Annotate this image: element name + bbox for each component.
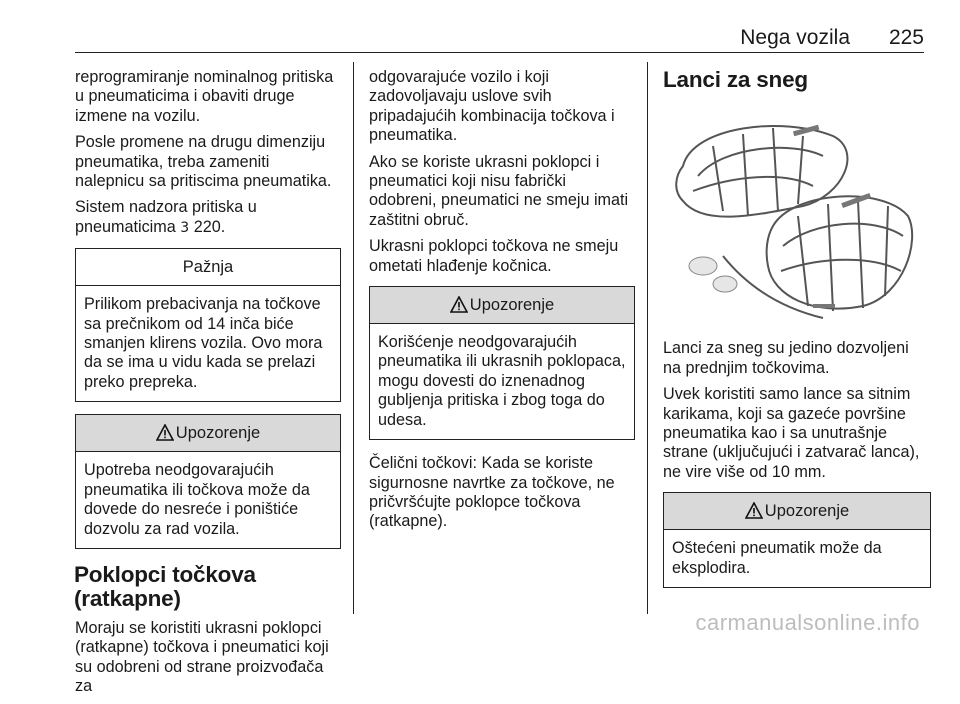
paragraph: odgovarajuće vozilo i koji zadovoljavaju uslove svih pripadajućih kombinacija točkova i pneumatika. <box>369 68 615 145</box>
watermark: carmanualsonline.info <box>695 610 920 635</box>
warning-box <box>369 286 635 440</box>
paragraph: reprogramiranje nominalnog pritiska u pneumaticima i obaviti druge izmene na vozilu. <box>75 68 334 125</box>
warning-body: Oštećeni pneumatik može da eksplodira. <box>672 539 882 577</box>
warning-title: Upozorenje <box>764 502 850 521</box>
section-heading: Lanci za sneg <box>663 67 808 92</box>
column-divider <box>353 62 354 614</box>
paragraph-text: Sistem nadzora pritiska u pneumaticima <box>75 198 257 236</box>
warning-header <box>370 287 634 324</box>
cross-reference[interactable]: 3 220. <box>180 217 226 236</box>
warning-box <box>663 492 931 588</box>
paragraph: Ukrasni poklopci točkova ne smeju ometati hlađenje kočnica. <box>369 237 619 275</box>
paragraph <box>75 198 341 238</box>
snow-chains-illustration <box>663 106 921 324</box>
paragraph: Lanci za sneg su jedino dozvoljeni na prednjim točkovima. <box>663 339 909 377</box>
paragraph: Moraju se koristiti ukrasni poklopci (ratkapne) točkova i pneumatici koji su odobreni od strane proizvođača za <box>75 618 329 696</box>
warning-title: Upozorenje <box>175 424 261 443</box>
notice-title: Pažnja <box>76 249 340 286</box>
notice-body: Prilikom prebacivanja na točkove sa prečnikom od 14 inča biće smanjen klirens vozila. Ovo mora da se ima u vidu kada se prelazi preko prepreka. <box>84 295 323 391</box>
section-title: Nega vozila <box>740 26 850 49</box>
warning-triangle-icon <box>745 502 763 519</box>
warning-header <box>76 415 340 452</box>
warning-box <box>75 414 341 549</box>
reference-arrow-icon: 3 <box>180 219 190 236</box>
column-2 <box>369 68 635 539</box>
column-1 <box>75 68 341 704</box>
warning-triangle-icon <box>450 296 468 313</box>
warning-body: Korišćenje neodgovarajućih pneumatika ili ukrasnih poklopaca, mogu dovesti do iznenadnog gubljenja pritiska i zbog toga do udesa. <box>378 333 626 429</box>
paragraph: Ako se koriste ukrasni poklopci i pneumatici koji nisu fabrički odobreni, pneumatici ne smeju imati zaštitni obruč. <box>369 152 629 229</box>
notice-box <box>75 248 341 402</box>
column-3 <box>663 68 931 600</box>
warning-title: Upozorenje <box>469 296 555 315</box>
warning-header <box>664 493 930 530</box>
page-number: 225 <box>888 26 924 49</box>
header-rule <box>75 52 924 53</box>
paragraph: Uvek koristiti samo lance sa sitnim karikama, koji sa gazeće površine pneumatika kao i sa unutrašnje strane (uključujući i zatvarač lanca), ne vire više od 10 mm. <box>663 385 920 481</box>
warning-triangle-icon <box>156 424 174 441</box>
warning-body: Upotreba neodgovarajućih pneumatika ili točkova može da dovede do nesreće i poništiće dozvolu za rad vozila. <box>84 461 310 538</box>
paragraph: Posle promene na drugu dimenziju pneumatika, treba zameniti nalepnicu sa pritiscima pneumatika. <box>75 133 332 191</box>
paragraph: Čelični točkovi: Kada se koriste sigurnosne navrtke za točkove, ne pričvršćujte poklopce točkova (ratkapne). <box>369 454 615 531</box>
section-heading: Poklopci točkova (ratkapne) <box>74 561 256 611</box>
column-divider <box>647 62 648 614</box>
